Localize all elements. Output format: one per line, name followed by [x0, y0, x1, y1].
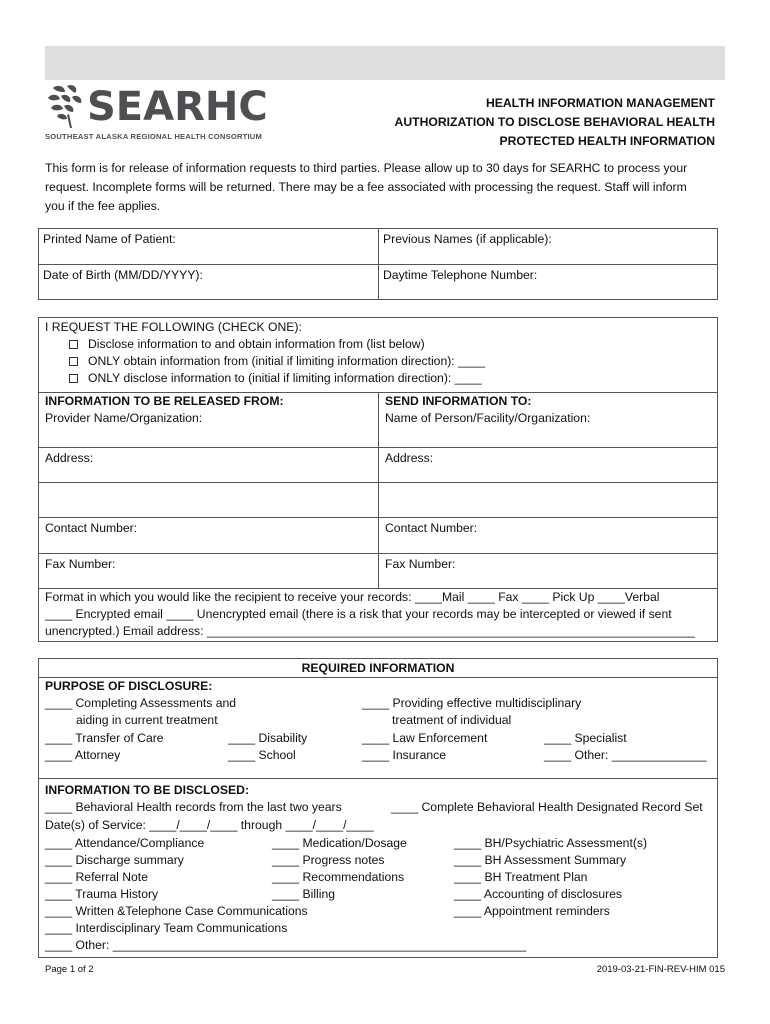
- purpose-insurance[interactable]: ____ Insurance: [362, 748, 447, 762]
- option-label: ONLY disclose information to (initial if limiting information direction): ____: [88, 371, 482, 385]
- page-number: Page 1 of 2: [45, 964, 94, 975]
- printed-name-label: Printed Name of Patient:: [43, 232, 176, 246]
- address-row-2: [39, 483, 717, 518]
- contact-row: [39, 518, 717, 554]
- info-billing[interactable]: ____ Billing: [272, 887, 336, 901]
- required-info-box: [38, 658, 718, 958]
- intro-line: request. Incomplete forms will be returned. There may be a fee associated with processing the request. Staff will inform: [45, 180, 687, 194]
- purpose-attorney[interactable]: ____ Attorney: [45, 748, 121, 762]
- info-dates-of-service[interactable]: Date(s) of Service: ____/____/____ through ____/____/____: [45, 818, 374, 832]
- previous-names-label: Previous Names (if applicable):: [383, 232, 552, 246]
- searhc-logo: [45, 84, 285, 144]
- purpose-providing-cont: treatment of individual: [392, 713, 512, 727]
- previous-names-field[interactable]: [378, 229, 717, 264]
- request-options-row: [39, 318, 717, 393]
- info-referral[interactable]: ____ Referral Note: [45, 870, 148, 884]
- required-heading: REQUIRED INFORMATION: [301, 661, 455, 675]
- logo-subtitle: SOUTHEAST ALASKA REGIONAL HEALTH CONSORTIUM: [45, 132, 263, 141]
- info-complete-set[interactable]: ____ Complete Behavioral Health Designated Record Set: [391, 800, 703, 814]
- info-appointment[interactable]: ____ Appointment reminders: [454, 904, 610, 918]
- printed-name-field[interactable]: [39, 229, 378, 264]
- required-heading-row: [39, 659, 717, 678]
- form-code: 2019-03-21-FIN-REV-HIM 015: [596, 964, 725, 975]
- option-only-disclose[interactable]: [45, 370, 711, 387]
- purpose-completing[interactable]: ____ Completing Assessments and: [45, 696, 237, 710]
- fax-row: [39, 554, 717, 589]
- purpose-law-enforcement[interactable]: ____ Law Enforcement: [362, 731, 488, 745]
- format-row: [39, 589, 717, 642]
- address-row: [39, 448, 717, 483]
- info-bh-records[interactable]: ____ Behavioral Health records from the last two years: [45, 800, 342, 814]
- purpose-completing-cont: aiding in current treatment: [76, 713, 218, 727]
- info-disclosed-section: [39, 779, 717, 958]
- contact-label: Contact Number:: [385, 521, 478, 535]
- header-bar: [45, 46, 725, 80]
- request-heading: I REQUEST THE FOLLOWING (CHECK ONE):: [45, 320, 302, 334]
- info-medication[interactable]: ____ Medication/Dosage: [272, 836, 407, 850]
- title-line-2: AUTHORIZATION TO DISCLOSE BEHAVIORAL HEALTH: [394, 115, 715, 129]
- patient-row-1: [39, 229, 717, 265]
- phone-label: Daytime Telephone Number:: [383, 268, 538, 282]
- option-label: ONLY obtain information from (initial if limiting information direction): ____: [88, 354, 486, 368]
- purpose-disability[interactable]: ____ Disability: [228, 731, 308, 745]
- purpose-providing[interactable]: ____ Providing effective multidisciplinary: [362, 696, 582, 710]
- info-recommendations[interactable]: ____ Recommendations: [272, 870, 405, 884]
- info-bh-summary[interactable]: ____ BH Assessment Summary: [454, 853, 627, 867]
- patient-info-box: [38, 228, 718, 300]
- address-right-line-2[interactable]: [378, 483, 717, 517]
- info-attendance[interactable]: ____ Attendance/Compliance: [45, 836, 205, 850]
- contact-right-field[interactable]: [378, 518, 717, 553]
- checkbox[interactable]: [69, 357, 78, 366]
- checkbox[interactable]: [69, 340, 78, 349]
- fax-label: Fax Number:: [45, 557, 116, 571]
- title-line-3: PROTECTED HEALTH INFORMATION: [499, 134, 715, 148]
- intro-line: This form is for release of information requests to third parties. Please allow up to 30 days for SEARHC to process your: [45, 161, 688, 175]
- option-disclose-and-obtain[interactable]: [45, 336, 711, 353]
- send-to-heading: SEND INFORMATION TO:: [385, 394, 532, 408]
- provider-row: [39, 393, 717, 448]
- option-label: Disclose information to and obtain information from (list below): [88, 337, 425, 351]
- address-left-field[interactable]: [39, 448, 378, 482]
- info-accounting[interactable]: ____ Accounting of disclosures: [454, 887, 623, 901]
- checkbox[interactable]: [69, 374, 78, 383]
- info-trauma[interactable]: ____ Trauma History: [45, 887, 159, 901]
- info-interdisciplinary[interactable]: ____ Interdisciplinary Team Communications: [45, 921, 288, 935]
- address-right-field[interactable]: [378, 448, 717, 482]
- info-bh-plan[interactable]: ____ BH Treatment Plan: [454, 870, 588, 884]
- format-line[interactable]: Format in which you would like the recipient to receive your records: ____Mail ____ Fax ____ Pick Up ____Verbal: [45, 590, 660, 604]
- info-discharge[interactable]: ____ Discharge summary: [45, 853, 184, 867]
- intro-line: you if the fee applies.: [45, 199, 161, 213]
- logo-wordmark: SEARHC: [87, 84, 268, 130]
- option-only-obtain[interactable]: [45, 353, 711, 370]
- patient-row-2: [39, 265, 717, 300]
- dob-label: Date of Birth (MM/DD/YYYY):: [43, 268, 203, 282]
- fax-label: Fax Number:: [385, 557, 456, 571]
- leaf-cluster-icon: [45, 84, 87, 130]
- purpose-other[interactable]: ____ Other: ______________: [544, 748, 707, 762]
- request-box: [38, 317, 718, 642]
- purpose-specialist[interactable]: ____ Specialist: [544, 731, 627, 745]
- fax-left-field[interactable]: [39, 554, 378, 588]
- address-label: Address:: [385, 451, 434, 465]
- purpose-school[interactable]: ____ School: [228, 748, 296, 762]
- contact-label: Contact Number:: [45, 521, 138, 535]
- title-line-1: HEALTH INFORMATION MANAGEMENT: [485, 96, 715, 110]
- purpose-transfer[interactable]: ____ Transfer of Care: [45, 731, 164, 745]
- info-heading: INFORMATION TO BE DISCLOSED:: [45, 783, 250, 797]
- provider-name-label[interactable]: Provider Name/Organization:: [45, 411, 203, 425]
- fax-right-field[interactable]: [378, 554, 717, 588]
- info-progress[interactable]: ____ Progress notes: [272, 853, 385, 867]
- released-from-heading: INFORMATION TO BE RELEASED FROM:: [45, 394, 284, 408]
- phone-field[interactable]: [378, 265, 717, 300]
- address-label: Address:: [45, 451, 94, 465]
- purpose-section: [39, 678, 717, 779]
- contact-left-field[interactable]: [39, 518, 378, 553]
- dob-field[interactable]: [39, 265, 378, 300]
- form-title: [395, 94, 715, 151]
- info-written[interactable]: ____ Written &Telephone Case Communications: [45, 904, 308, 918]
- format-line[interactable]: ____ Encrypted email ____ Unencrypted email (there is a risk that your records may be intercepted or viewed if sent: [45, 607, 672, 621]
- address-left-line-2[interactable]: [39, 483, 378, 517]
- purpose-heading: PURPOSE OF DISCLOSURE:: [45, 679, 213, 693]
- intro-paragraph: [45, 159, 725, 216]
- format-line[interactable]: unencrypted.) Email address: ________________________________________________________________________: [45, 624, 695, 638]
- info-other[interactable]: ____ Other: _____________________________________________________________: [45, 938, 527, 952]
- recipient-name-label[interactable]: Name of Person/Facility/Organization:: [385, 411, 591, 425]
- info-bh-psych[interactable]: ____ BH/Psychiatric Assessment(s): [454, 836, 648, 850]
